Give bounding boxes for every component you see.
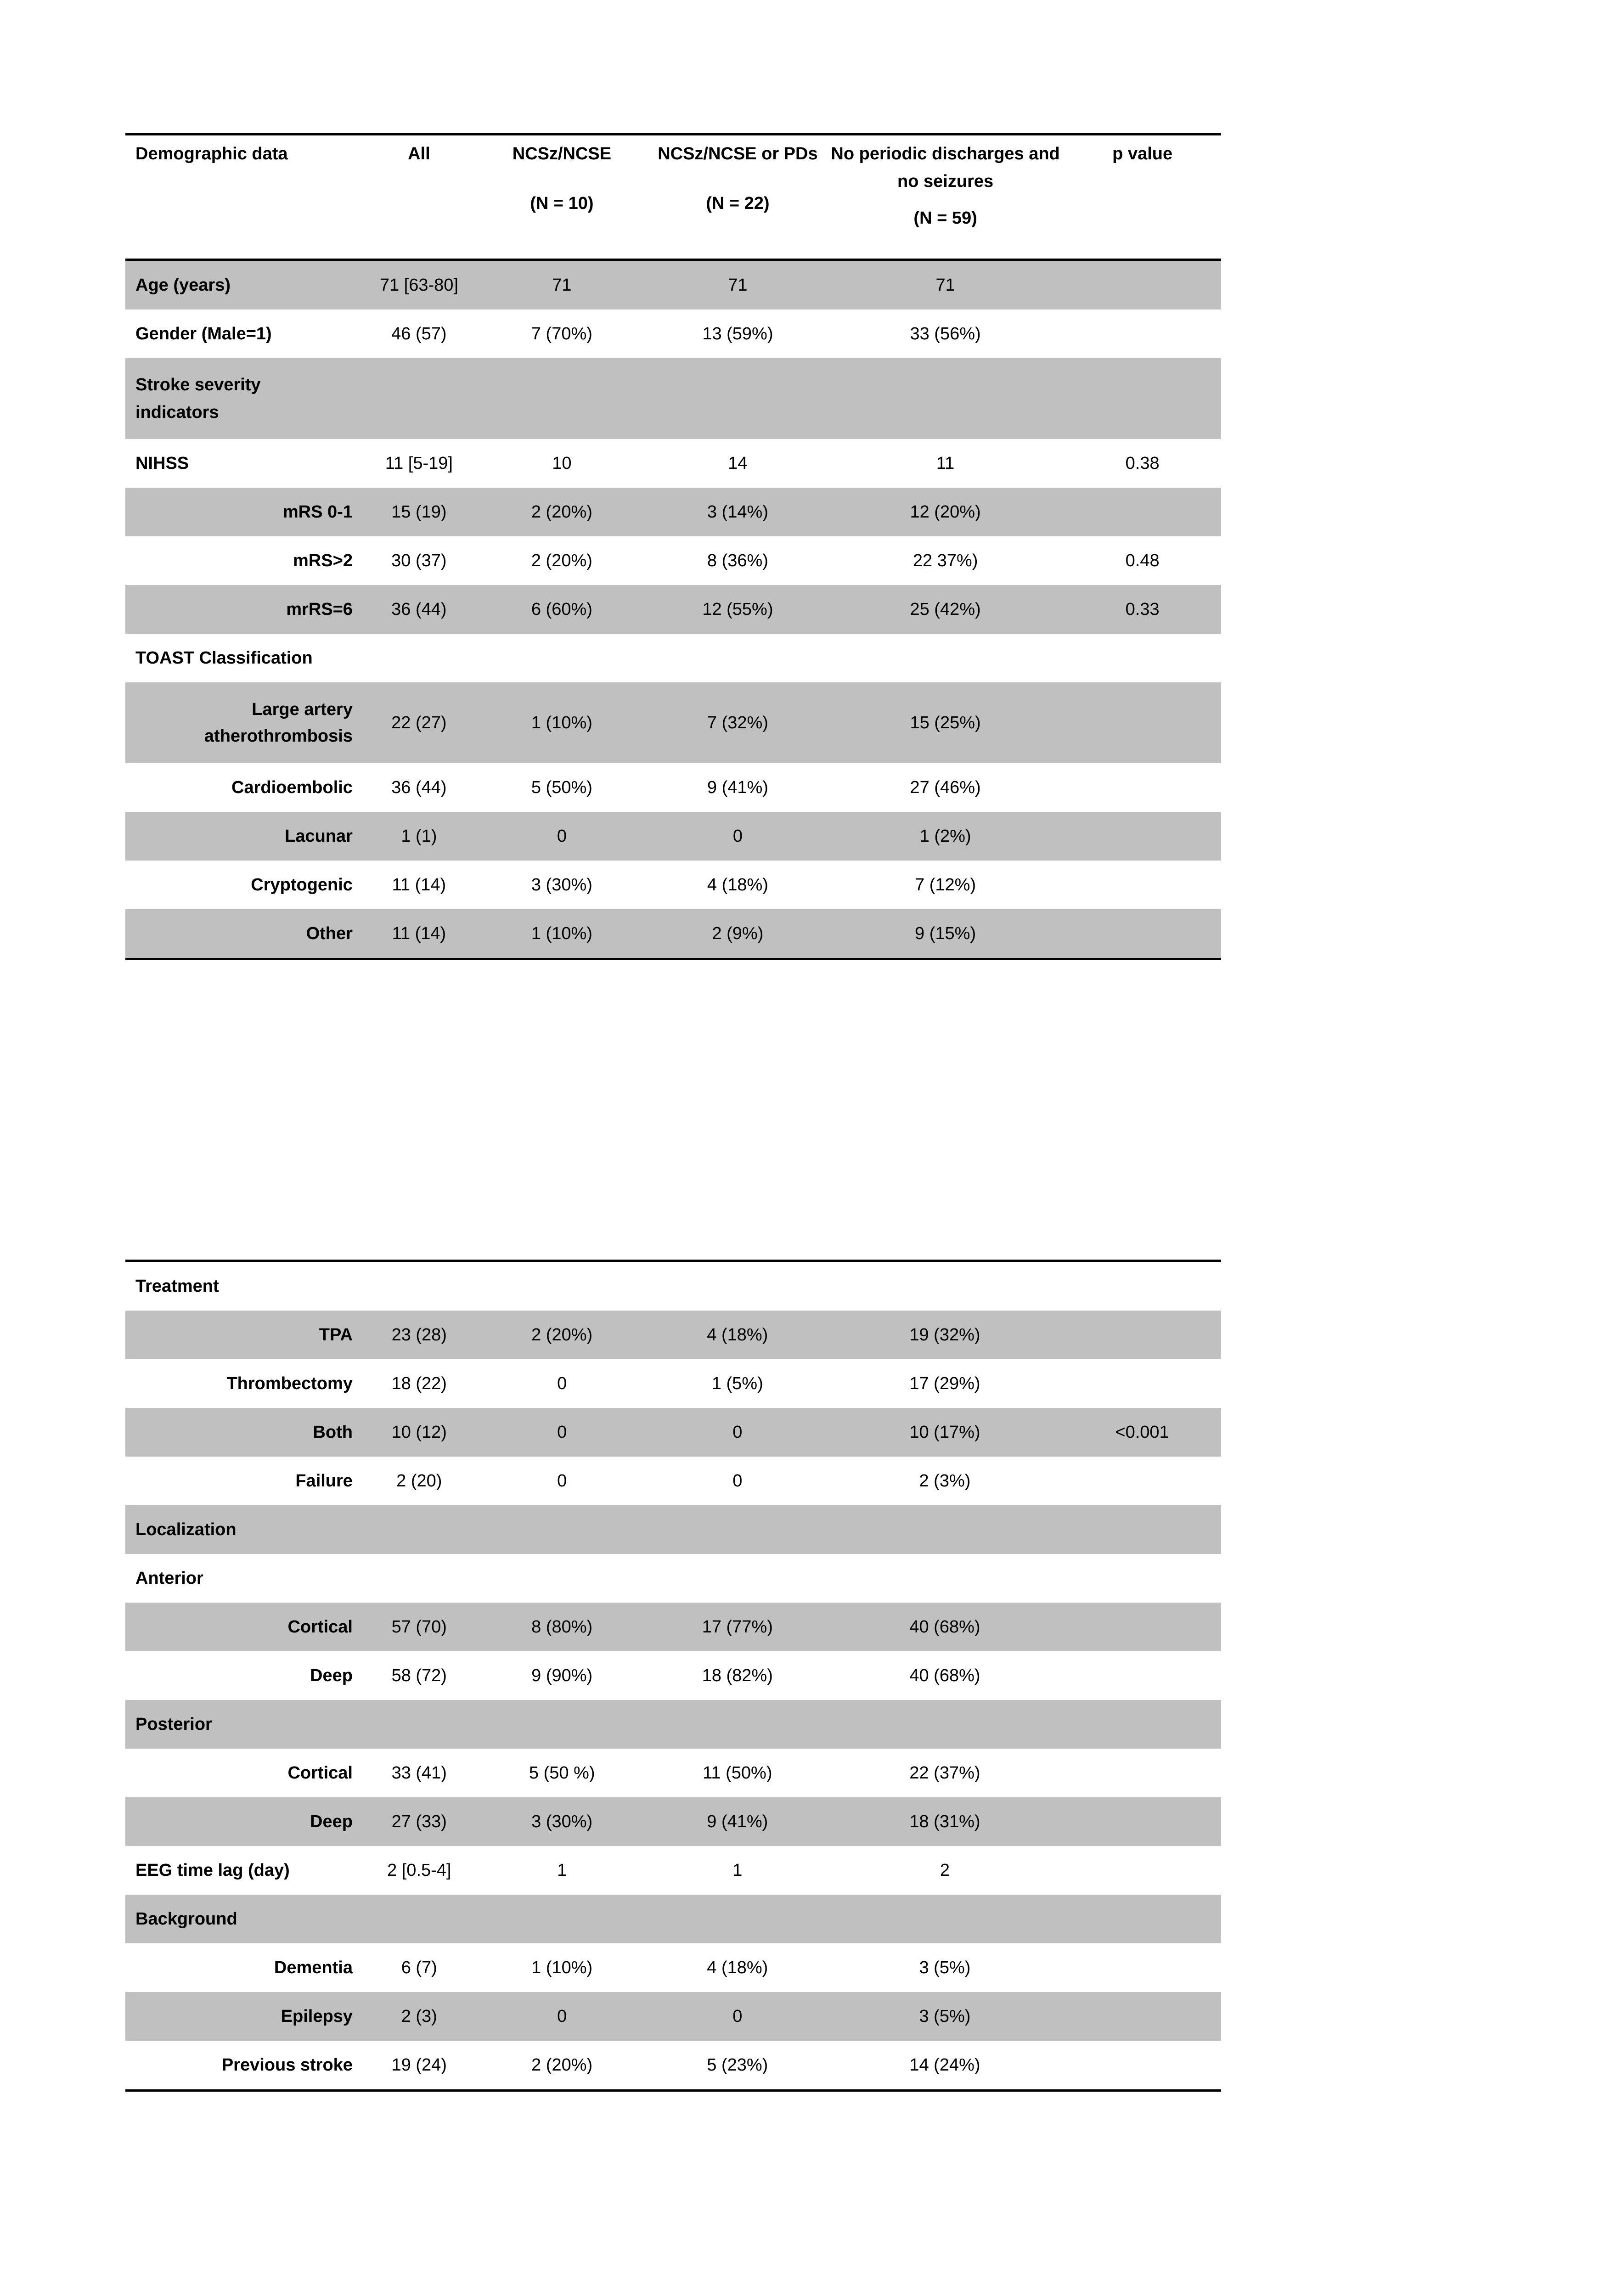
cell-p	[1064, 763, 1221, 812]
cell-pds: 9 (41%)	[648, 1797, 827, 1846]
cell-none: 1 (2%)	[827, 812, 1064, 861]
table-header-row	[125, 135, 1221, 260]
cell-pds: 5 (23%)	[648, 2041, 827, 2091]
header-none: No periodic discharges and no seizures (N = 59)	[827, 135, 1064, 260]
cell-ncsz: 2 (20%)	[476, 2041, 648, 2091]
header-ncsz: NCSz/NCSE (N = 10)	[475, 135, 648, 260]
cell-none	[827, 1261, 1063, 1311]
cell-all: 58 (72)	[391, 1666, 447, 1685]
row-label: mRS>2	[293, 551, 353, 570]
treatment-table-body	[125, 1261, 1221, 2091]
cell-pds: 14	[728, 454, 748, 473]
cell-none	[827, 358, 1064, 439]
cell-ncsz: 3 (30%)	[476, 1797, 648, 1846]
table-row	[125, 1359, 1221, 1408]
demographic-table-body	[125, 260, 1221, 959]
cell-all: 46 (57)	[391, 324, 447, 343]
row-label: TOAST Classification	[135, 648, 313, 668]
cell-ncsz: 1 (10%)	[475, 682, 648, 763]
cell-pds: 4 (18%)	[648, 1311, 827, 1359]
cell-p: <0.001	[1063, 1408, 1221, 1457]
cell-ncsz	[475, 634, 648, 682]
table-row	[125, 1457, 1221, 1505]
cell-all	[363, 1895, 476, 1943]
row-label: TPA	[125, 1311, 363, 1359]
cell-none	[827, 1505, 1063, 1554]
cell-p	[1063, 1943, 1221, 1992]
cell-none: 3 (5%)	[827, 1992, 1063, 2041]
cell-pds	[648, 1554, 827, 1603]
row-label: Age (years)	[125, 260, 363, 310]
cell-all: 30 (37)	[391, 551, 447, 570]
row-label: Other	[125, 909, 363, 959]
cell-all: 15 (19)	[363, 488, 475, 536]
cell-none: 12 (20%)	[827, 488, 1064, 536]
table-row	[125, 1554, 1221, 1603]
cell-none: 17 (29%)	[909, 1374, 980, 1393]
cell-p	[1063, 1700, 1221, 1749]
cell-pds: 1 (5%)	[711, 1374, 763, 1393]
table-row	[125, 1943, 1221, 1992]
row-label: Cardioembolic	[231, 778, 353, 797]
cell-p	[1064, 861, 1221, 909]
cell-ncsz: 2 (20%)	[475, 488, 648, 536]
cell-ncsz: 0	[557, 1471, 567, 1491]
cell-p	[1063, 1457, 1221, 1505]
cell-pds: 11 (50%)	[703, 1763, 772, 1783]
cell-p	[1064, 260, 1221, 310]
table-row	[125, 585, 1221, 634]
header-ncsz-n: (N = 10)	[530, 194, 594, 213]
row-label: mrRS=6	[125, 585, 363, 634]
table-row	[125, 763, 1221, 812]
table-row	[125, 310, 1221, 358]
cell-pds	[648, 1261, 827, 1311]
table-row	[125, 1311, 1221, 1359]
cell-all: 1 (1)	[363, 812, 475, 861]
row-label: Background	[125, 1895, 363, 1943]
table-row	[125, 1651, 1221, 1700]
cell-ncsz: 2 (20%)	[531, 551, 592, 570]
cell-all: 27 (33)	[363, 1797, 476, 1846]
cell-p	[1064, 909, 1221, 959]
table-row	[125, 1797, 1221, 1846]
cell-pds	[648, 1895, 827, 1943]
row-label: Deep	[310, 1666, 353, 1685]
cell-pds: 18 (82%)	[702, 1666, 773, 1685]
cell-ncsz: 9 (90%)	[531, 1666, 593, 1685]
cell-all	[363, 634, 475, 682]
row-label: Posterior	[125, 1700, 363, 1749]
cell-pds: 2 (9%)	[648, 909, 827, 959]
cell-ncsz: 71	[475, 260, 648, 310]
cell-ncsz: 1 (10%)	[531, 1958, 593, 1977]
cell-pds: 0	[648, 812, 827, 861]
cell-all	[363, 358, 475, 439]
cell-ncsz	[476, 1554, 648, 1603]
cell-pds: 8 (36%)	[707, 551, 768, 570]
cell-all: 22 (27)	[363, 682, 475, 763]
cell-pds: 17 (77%)	[648, 1603, 827, 1651]
table-row	[125, 439, 1221, 488]
cell-all: 2 (20)	[396, 1471, 442, 1491]
table-row	[125, 861, 1221, 909]
cell-ncsz: 0	[476, 1408, 648, 1457]
row-label: Cryptogenic	[251, 875, 353, 895]
cell-pds: 0	[648, 1992, 827, 2041]
table-row	[125, 909, 1221, 959]
cell-all: 57 (70)	[363, 1603, 476, 1651]
cell-p	[1064, 358, 1221, 439]
treatment-table	[125, 1260, 1221, 2092]
row-label: Dementia	[274, 1958, 353, 1977]
cell-p: 0.33	[1064, 585, 1221, 634]
cell-p: 0.48	[1125, 551, 1160, 570]
cell-pds	[648, 358, 827, 439]
row-label: EEG time lag (day)	[135, 1861, 290, 1880]
row-label: Deep	[125, 1797, 363, 1846]
cell-p	[1063, 1603, 1221, 1651]
cell-ncsz: 5 (50%)	[531, 778, 592, 797]
cell-ncsz: 7 (70%)	[531, 324, 592, 343]
cell-p	[1064, 634, 1221, 682]
cell-p	[1063, 1846, 1221, 1895]
cell-all: 23 (28)	[363, 1311, 476, 1359]
cell-all: 19 (24)	[363, 2041, 476, 2091]
cell-pds: 0	[732, 1471, 743, 1491]
table-row	[125, 1408, 1221, 1457]
cell-none: 2	[940, 1861, 950, 1880]
cell-none: 33 (56%)	[910, 324, 981, 343]
cell-none: 15 (25%)	[827, 682, 1064, 763]
cell-none: 10 (17%)	[827, 1408, 1063, 1457]
table-row	[125, 1261, 1221, 1311]
cell-all	[363, 1261, 476, 1311]
cell-none: 18 (31%)	[827, 1797, 1063, 1846]
table-row	[125, 2041, 1221, 2091]
table-row	[125, 358, 1221, 439]
row-label: Anterior	[135, 1569, 203, 1588]
cell-ncsz	[476, 1261, 648, 1311]
table-row	[125, 1992, 1221, 2041]
cell-p	[1063, 2041, 1221, 2091]
cell-none: 25 (42%)	[827, 585, 1064, 634]
cell-p	[1063, 1261, 1221, 1311]
row-label: mRS 0-1	[125, 488, 363, 536]
row-label: Epilepsy	[125, 1992, 363, 2041]
cell-all: 10 (12)	[363, 1408, 476, 1457]
cell-all: 2 [0.5-4]	[387, 1861, 451, 1880]
row-label: Previous stroke	[125, 2041, 363, 2091]
row-label: Cortical	[125, 1603, 363, 1651]
cell-ncsz	[476, 1895, 648, 1943]
cell-pds: 9 (41%)	[707, 778, 768, 797]
cell-ncsz	[476, 1700, 648, 1749]
cell-ncsz: 1 (10%)	[475, 909, 648, 959]
cell-ncsz: 5 (50 %)	[529, 1763, 595, 1783]
cell-none: 71	[827, 260, 1064, 310]
cell-none: 9 (15%)	[827, 909, 1064, 959]
cell-p	[1063, 1554, 1221, 1603]
table-row	[125, 634, 1221, 682]
cell-pds: 71	[648, 260, 827, 310]
cell-all: 6 (7)	[401, 1958, 437, 1977]
row-label: Localization	[125, 1505, 363, 1554]
cell-pds: 3 (14%)	[648, 488, 827, 536]
cell-all: 36 (44)	[391, 778, 447, 797]
cell-none: 19 (32%)	[827, 1311, 1063, 1359]
table-row	[125, 1700, 1221, 1749]
cell-none: 14 (24%)	[827, 2041, 1063, 2091]
cell-none	[827, 1700, 1063, 1749]
cell-all: 11 (14)	[392, 875, 446, 895]
row-label: Lacunar	[125, 812, 363, 861]
cell-ncsz: 3 (30%)	[531, 875, 592, 895]
cell-none: 40 (68%)	[827, 1603, 1063, 1651]
cell-pds: 13 (59%)	[702, 324, 773, 343]
cell-all	[363, 1554, 476, 1603]
cell-p	[1064, 812, 1221, 861]
cell-ncsz: 0	[557, 1374, 567, 1393]
cell-none: 40 (68%)	[909, 1666, 980, 1685]
cell-none: 2 (3%)	[919, 1471, 971, 1491]
cell-ncsz: 2 (20%)	[476, 1311, 648, 1359]
cell-p	[1063, 1505, 1221, 1554]
table-row	[125, 1895, 1221, 1943]
cell-pds: 4 (18%)	[707, 875, 768, 895]
row-label: Thrombectomy	[226, 1374, 353, 1393]
cell-none: 3 (5%)	[919, 1958, 971, 1977]
cell-ncsz	[475, 358, 648, 439]
cell-none: 27 (46%)	[910, 778, 981, 797]
cell-ncsz	[476, 1505, 648, 1554]
cell-p	[1063, 1797, 1221, 1846]
cell-pds	[648, 1700, 827, 1749]
table-row	[125, 1603, 1221, 1651]
table-row	[125, 1749, 1221, 1797]
cell-all: 11 [5-19]	[385, 454, 453, 473]
cell-pds	[648, 634, 827, 682]
header-demographic: Demographic data	[125, 135, 363, 260]
cell-all: 2 (3)	[363, 1992, 476, 2041]
cell-all: 33 (41)	[391, 1763, 447, 1783]
cell-p	[1063, 1359, 1221, 1408]
table-row	[125, 682, 1221, 763]
header-none-n: (N = 59)	[913, 208, 977, 228]
header-pds: NCSz/NCSE or PDs (N = 22)	[648, 135, 827, 260]
cell-p	[1064, 310, 1221, 358]
cell-p	[1064, 488, 1221, 536]
row-label: Treatment	[125, 1261, 363, 1311]
cell-p	[1063, 1895, 1221, 1943]
cell-pds	[648, 1505, 827, 1554]
cell-all	[363, 1505, 476, 1554]
row-label: Both	[125, 1408, 363, 1457]
cell-ncsz: 0	[475, 812, 648, 861]
cell-pds: 4 (18%)	[707, 1958, 768, 1977]
cell-p: 0.38	[1125, 454, 1160, 473]
header-p-value: p value	[1064, 135, 1221, 260]
header-all: All	[363, 135, 475, 260]
cell-ncsz: 1	[557, 1861, 567, 1880]
cell-none	[827, 1895, 1063, 1943]
cell-none: 22 37%)	[913, 551, 978, 570]
cell-pds: 1	[732, 1861, 743, 1880]
cell-ncsz: 8 (80%)	[476, 1603, 648, 1651]
cell-all: 36 (44)	[363, 585, 475, 634]
row-label: Failure	[295, 1471, 353, 1491]
table-row	[125, 1846, 1221, 1895]
cell-p	[1063, 1651, 1221, 1700]
table-row	[125, 1505, 1221, 1554]
table-row	[125, 260, 1221, 310]
cell-none: 11	[936, 454, 955, 473]
cell-ncsz: 10	[552, 454, 572, 473]
cell-p	[1064, 682, 1221, 763]
cell-none	[827, 634, 1064, 682]
cell-all: 11 (14)	[363, 909, 475, 959]
row-label: Stroke severity indicators	[125, 358, 363, 439]
demographic-table	[125, 133, 1221, 960]
table-row	[125, 812, 1221, 861]
cell-none	[827, 1554, 1063, 1603]
cell-all: 71 [63-80]	[363, 260, 475, 310]
row-label: Large artery atherothrombosis	[125, 682, 363, 763]
row-label: NIHSS	[135, 454, 189, 473]
cell-none: 7 (12%)	[915, 875, 976, 895]
cell-pds: 0	[648, 1408, 827, 1457]
header-pds-n: (N = 22)	[706, 194, 770, 213]
cell-all	[363, 1700, 476, 1749]
cell-ncsz: 0	[476, 1992, 648, 2041]
row-label: Gender (Male=1)	[135, 324, 272, 343]
cell-pds: 12 (55%)	[648, 585, 827, 634]
cell-all: 18 (22)	[391, 1374, 447, 1393]
cell-p	[1063, 1311, 1221, 1359]
row-label: Cortical	[287, 1763, 353, 1783]
cell-p	[1063, 1992, 1221, 2041]
table-row	[125, 536, 1221, 585]
cell-none: 22 (37%)	[909, 1763, 980, 1783]
cell-ncsz: 6 (60%)	[475, 585, 648, 634]
cell-pds: 7 (32%)	[648, 682, 827, 763]
table-row	[125, 488, 1221, 536]
cell-p	[1063, 1749, 1221, 1797]
